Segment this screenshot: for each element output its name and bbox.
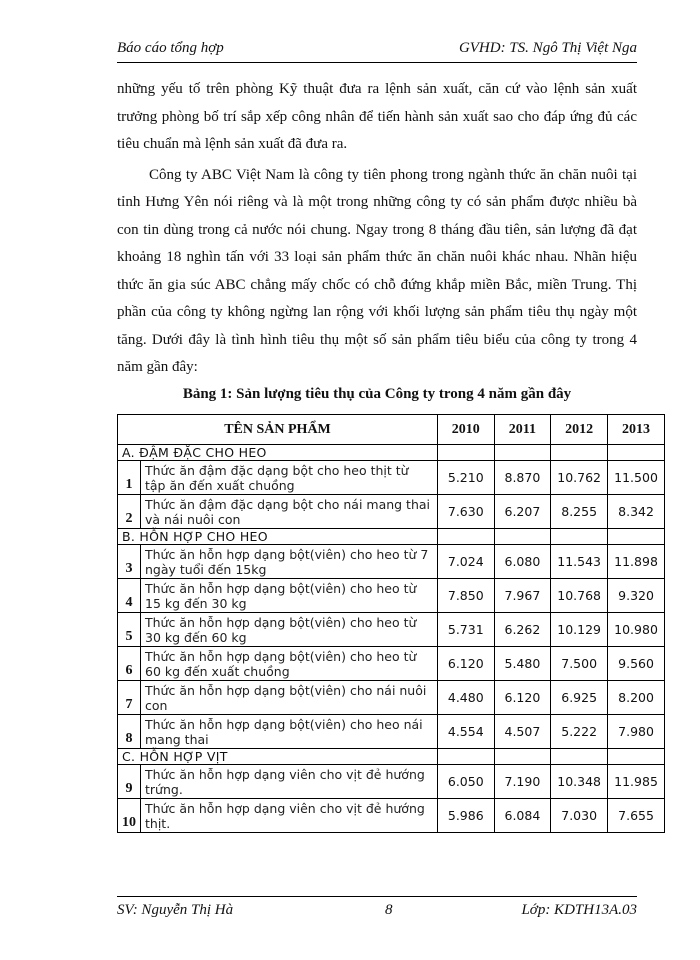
empty-cell [608, 529, 665, 545]
page-footer [117, 896, 637, 921]
product-name: Thức ăn hỗn hợp dạng bột(viên) cho nái nuôi con [141, 681, 438, 715]
product-name: Thức ăn hỗn hợp dạng bột(viên) cho heo từ 7 ngày tuổi đến 15kg [141, 545, 438, 579]
sales-value: 7.630 [437, 495, 494, 529]
header-year: 2011 [494, 415, 551, 445]
table-row [118, 613, 665, 647]
table-header-row [118, 415, 665, 445]
sales-value: 10.129 [551, 613, 608, 647]
sales-value: 8.870 [494, 461, 551, 495]
table-row [118, 461, 665, 495]
row-number: 6 [118, 647, 141, 681]
supervisor-name: GVHD: TS. Ngô Thị Việt Nga [458, 40, 637, 56]
empty-cell [494, 529, 551, 545]
section-row [118, 749, 665, 765]
sales-value: 6.925 [551, 681, 608, 715]
sales-value: 7.190 [494, 765, 551, 799]
sales-value: 7.030 [551, 799, 608, 833]
sales-value: 4.507 [494, 715, 551, 749]
table-row [118, 545, 665, 579]
product-name: Thức ăn hỗn hợp dạng viên cho vịt đẻ hướng thịt. [141, 799, 438, 833]
table-title: Bảng 1: Sản lượng tiêu thụ của Công ty trong 4 năm gần đây [182, 386, 572, 402]
sales-value: 5.222 [551, 715, 608, 749]
sales-value: 5.210 [437, 461, 494, 495]
student-name: SV: Nguyễn Thị Hà [117, 902, 234, 918]
product-name: Thức ăn đậm đặc dạng bột cho nái mang thai và nái nuôi con [141, 495, 438, 529]
empty-cell [437, 529, 494, 545]
body-text [117, 76, 637, 385]
row-number: 9 [118, 765, 141, 799]
sales-value: 5.986 [437, 799, 494, 833]
empty-cell [437, 749, 494, 765]
sales-value: 6.262 [494, 613, 551, 647]
sales-value: 10.348 [551, 765, 608, 799]
row-number: 4 [118, 579, 141, 613]
empty-cell [437, 445, 494, 461]
sales-value: 9.560 [608, 647, 665, 681]
row-number: 3 [118, 545, 141, 579]
row-number: 8 [118, 715, 141, 749]
product-name: Thức ăn hỗn hợp dạng viên cho vịt đẻ hướng trứng. [141, 765, 438, 799]
empty-cell [608, 445, 665, 461]
empty-cell [608, 749, 665, 765]
class-code: Lớp: KDTH13A.03 [521, 902, 637, 918]
empty-cell [494, 445, 551, 461]
product-name: Thức ăn hỗn hợp dạng bột(viên) cho heo từ 15 kg đến 30 kg [141, 579, 438, 613]
page-header [117, 38, 637, 63]
product-name: Thức ăn hỗn hợp dạng bột(viên) cho heo từ 30 kg đến 60 kg [141, 613, 438, 647]
sales-value: 4.480 [437, 681, 494, 715]
row-number: 2 [118, 495, 141, 529]
section-row [118, 529, 665, 545]
sales-value: 7.980 [608, 715, 665, 749]
table-row [118, 681, 665, 715]
sales-value: 11.985 [608, 765, 665, 799]
table-row [118, 495, 665, 529]
section-label: A. ĐẬM ĐẶC CHO HEO [118, 445, 438, 461]
product-name: Thức ăn đậm đặc dạng bột cho heo thịt từ tập ăn đến xuất chuồng [141, 461, 438, 495]
page-number: 8 [385, 902, 393, 918]
table-body [118, 445, 665, 833]
table-row [118, 647, 665, 681]
table-row [118, 715, 665, 749]
sales-value: 8.255 [551, 495, 608, 529]
sales-value: 7.655 [608, 799, 665, 833]
product-name: Thức ăn hỗn hợp dạng bột(viên) cho heo từ 60 kg đến xuất chuồng [141, 647, 438, 681]
header-year: 2012 [551, 415, 608, 445]
section-label: C. HỖN HỢP VỊT [118, 749, 438, 765]
product-name: Thức ăn hỗn hợp dạng bột(viên) cho heo nái mang thai [141, 715, 438, 749]
paragraph: Công ty ABC Việt Nam là công ty tiên phong trong ngành thức ăn chăn nuôi tại tỉnh Hưng Yên nói riêng và là một trong những công ty có sản phẩm được nhiều bà con tin dùng trong cả nước nói chung. Ngay trong 8 tháng đầu tiên, sản lượng đã đạt khoảng 18 nghìn tấn với 33 loại sản phẩm thức ăn chăn nuôi khác nhau. Nhãn hiệu thức ăn gia súc ABC chẳng mấy chốc có chỗ đứng khắp miền Bắc, miền Trung. Thị phần của công ty không ngừng lan rộng với khối lượng sản phẩm tiêu thụ ngày một tăng. Dưới đây là tình hình tiêu thụ một số sản phẩm tiêu biểu của công ty trong 4 năm gần đây: [117, 166, 637, 375]
sales-value: 7.024 [437, 545, 494, 579]
sales-value: 8.342 [608, 495, 665, 529]
sales-value: 6.080 [494, 545, 551, 579]
sales-value: 6.120 [494, 681, 551, 715]
sales-value: 5.480 [494, 647, 551, 681]
sales-value: 6.120 [437, 647, 494, 681]
table-row [118, 579, 665, 613]
header-year: 2013 [608, 415, 665, 445]
section-row [118, 445, 665, 461]
row-number: 1 [118, 461, 141, 495]
sales-table [117, 414, 665, 833]
sales-value: 4.554 [437, 715, 494, 749]
report-title: Báo cáo tổng hợp [117, 40, 224, 56]
sales-value: 11.500 [608, 461, 665, 495]
sales-value: 11.543 [551, 545, 608, 579]
empty-cell [494, 749, 551, 765]
sales-value: 7.850 [437, 579, 494, 613]
sales-value: 10.768 [551, 579, 608, 613]
sales-value: 11.898 [608, 545, 665, 579]
header-year: 2010 [437, 415, 494, 445]
sales-value: 7.500 [551, 647, 608, 681]
sales-value: 8.200 [608, 681, 665, 715]
header-product-name: TÊN SẢN PHẨM [118, 415, 438, 445]
sales-value: 6.207 [494, 495, 551, 529]
row-number: 7 [118, 681, 141, 715]
empty-cell [551, 445, 608, 461]
empty-cell [551, 529, 608, 545]
sales-value: 10.980 [608, 613, 665, 647]
sales-value: 6.084 [494, 799, 551, 833]
empty-cell [551, 749, 608, 765]
row-number: 10 [118, 799, 141, 833]
row-number: 5 [118, 613, 141, 647]
sales-value: 10.762 [551, 461, 608, 495]
section-label: B. HỖN HỢP CHO HEO [118, 529, 438, 545]
sales-value: 9.320 [608, 579, 665, 613]
table-row [118, 765, 665, 799]
paragraph: những yếu tố trên phòng Kỹ thuật đưa ra lệnh sản xuất, căn cứ vào lệnh sản xuất trưởng phòng bố trí sắp xếp công nhân để tiến hành sản xuất sao cho đáp ứng đủ các tiêu chuẩn mà lệnh sản xuất đã đưa ra. [117, 81, 637, 152]
table-row [118, 799, 665, 833]
sales-value: 5.731 [437, 613, 494, 647]
sales-value: 7.967 [494, 579, 551, 613]
sales-value: 6.050 [437, 765, 494, 799]
